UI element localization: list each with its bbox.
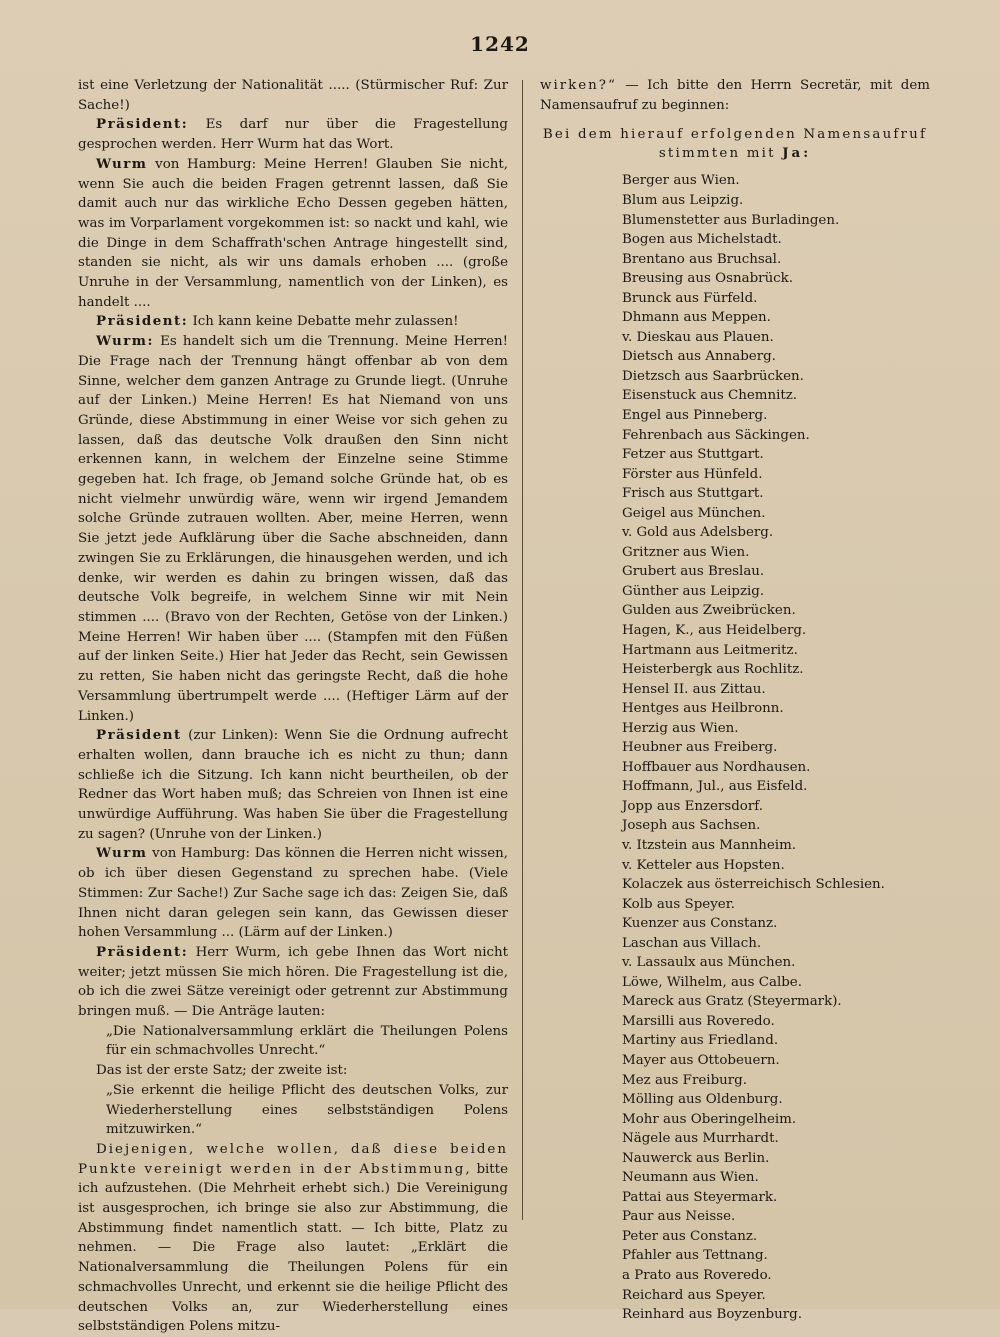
paragraph-text: Ich kann keine Debatte mehr zulassen! bbox=[188, 314, 459, 330]
vote-heading-line1: Bei dem hierauf erfolgenden Namensaufruf bbox=[542, 127, 928, 143]
paragraph-text: von Hamburg: Das können die Herren nicht wissen, ob ich über diesen Gegenstand zu sprechen habe. (Viele Stimmen: Zur Sache!) Zur Sache sage ich das: Zeigen Sie, daß Ihnen nicht daran gelegen sein kann, das Gewissen dieser hohen Versammlung ... (Lärm auf der Linken.) bbox=[78, 846, 508, 941]
speaker-name: Präsident bbox=[96, 727, 182, 744]
vote-heading-ja: Ja: bbox=[782, 145, 812, 162]
list-item: Pattai aus Steyermark. bbox=[622, 1189, 778, 1205]
list-item: Berger aus Wien. bbox=[622, 173, 740, 189]
list-item: Hartmann aus Leitmeritz. bbox=[622, 642, 798, 658]
intro-spaced: wirken?“ bbox=[540, 78, 617, 93]
paragraph-text: bitte ich aufzustehen. (Die Mehrheit erhebt sich.) Die Vereinigung ist ausgesprochen, ich bringe sie also zur Abstimmung, die Abstimmung findet namentlich statt. — Ich bitte, Platz zu nehmen. — Die Frage also lautet: „Erklärt die Nationalversammlung die Theilungen Polens für ein schmachvolles Unrecht, und erkennt sie die heilige Pflicht des deutschen Volks an, zur Wiederherstellung eines selbstständigen Polens mitzu- bbox=[78, 1161, 508, 1335]
paragraph bbox=[78, 1081, 508, 1140]
list-item: Brunck aus Fürfeld. bbox=[622, 290, 758, 306]
list-item: Günther aus Leipzig. bbox=[622, 583, 765, 599]
list-item: v. Itzstein aus Mannheim. bbox=[622, 838, 797, 853]
list-item: v. Gold aus Adelsberg. bbox=[622, 525, 774, 541]
spaced-text: Diejenigen, welche wollen, daß diese beiden Punkte vereinigt werden in der Abstimmung, bbox=[78, 1141, 508, 1177]
list-item: Paur aus Neisse. bbox=[622, 1209, 736, 1225]
paragraph bbox=[78, 76, 508, 115]
speaker-name: Wurm bbox=[96, 155, 148, 172]
speaker-name: Präsident: bbox=[96, 313, 189, 330]
list-item: Peter aus Constanz. bbox=[622, 1228, 758, 1244]
list-item: Eisenstuck aus Chemnitz. bbox=[622, 388, 798, 404]
list-item: Grubert aus Breslau. bbox=[622, 564, 765, 580]
list-item: Heubner aus Freiberg. bbox=[622, 740, 778, 756]
list-item: Marsilli aus Roveredo. bbox=[622, 1013, 775, 1029]
list-item: Kuenzer aus Constanz. bbox=[622, 916, 778, 932]
paragraph bbox=[78, 726, 508, 844]
list-item: Hentges aus Heilbronn. bbox=[622, 701, 784, 717]
speaker-name: Präsident: bbox=[96, 116, 189, 133]
column-divider bbox=[522, 80, 523, 1220]
list-item: Fetzer aus Stuttgart. bbox=[622, 447, 764, 463]
list-item: Mez aus Freiburg. bbox=[622, 1072, 748, 1088]
list-item: Breusing aus Osnabrück. bbox=[622, 271, 794, 287]
vote-heading-line2 bbox=[540, 144, 930, 163]
paragraph-text: Herr Wurm, ich gebe Ihnen das Wort nicht weiter; jetzt müssen Sie mich hören. Die Fragestellung ist die, ob ich die zwei Sätze vereinigt oder getrennt zur Abstimmung bringen muß. — Die Anträge lauten: bbox=[78, 944, 508, 1020]
list-item: Blumenstetter aus Burladingen. bbox=[622, 212, 840, 228]
list-item: Kolaczek aus österreichisch Schlesien. bbox=[622, 877, 885, 893]
intro-text: — Ich bitte den Herrn Secretär, mit dem Namensaufruf zu beginnen: bbox=[540, 78, 930, 113]
list-item: Martiny aus Friedland. bbox=[622, 1033, 779, 1049]
paragraph-text: „Die Nationalversammlung erklärt die Theilungen Polens für ein schmachvolles Unrecht.“ bbox=[106, 1023, 508, 1059]
list-item: Gulden aus Zweibrücken. bbox=[622, 603, 796, 619]
paragraph-text: „Sie erkennt die heilige Pflicht des deutschen Volks, zur Wiederherstellung eines selbstständigen Polens mitzuwirken.“ bbox=[106, 1082, 508, 1138]
list-item: Reichard aus Speyer. bbox=[622, 1287, 766, 1303]
paragraph-text: von Hamburg: Meine Herren! Glauben Sie nicht, wenn Sie auch die beiden Fragen getrennt lassen, daß Sie damit auch nur das wirkliche Echo Dessen gegeben hätten, was im Vorparlament vorgekommen ist: so nackt und kahl, wie die Dinge in dem Schaffrath'schen Antrage hingestellt sind, standen sie nicht, als wir uns damals erhoben .... (große Unruhe in der Versammlung, namentlich von der Linken), es handelt .... bbox=[78, 156, 508, 310]
list-item: Dietsch aus Annaberg. bbox=[622, 349, 776, 365]
paragraph-text: ist eine Verletzung der Nationalität ..... (Stürmischer Ruf: Zur Sache!) bbox=[78, 78, 508, 113]
list-item: Joseph aus Sachsen. bbox=[622, 818, 761, 834]
list-item: Neumann aus Wien. bbox=[622, 1170, 759, 1186]
list-item: Hensel II. aus Zittau. bbox=[622, 681, 766, 697]
list-item: Engel aus Pinneberg. bbox=[622, 407, 768, 423]
list-item: a Prato aus Roveredo. bbox=[622, 1268, 772, 1284]
list-item: Bogen aus Michelstadt. bbox=[622, 232, 782, 248]
list-item: Mölling aus Oldenburg. bbox=[622, 1092, 783, 1108]
paragraph bbox=[78, 1140, 508, 1337]
list-item: v. Ketteler aus Hopsten. bbox=[622, 857, 785, 873]
list-item: Mohr aus Oberingelheim. bbox=[622, 1111, 797, 1127]
list-item: Heisterbergk aus Rochlitz. bbox=[622, 662, 804, 678]
paragraph bbox=[78, 332, 508, 726]
speaker-name: Wurm: bbox=[96, 333, 154, 350]
roll-call-intro bbox=[540, 76, 930, 115]
list-item: Pfahler aus Tettnang. bbox=[622, 1248, 768, 1264]
list-item: Frisch aus Stuttgart. bbox=[622, 486, 764, 502]
paragraph bbox=[78, 943, 508, 1022]
paragraph bbox=[78, 155, 508, 313]
list-item: Herzig aus Wien. bbox=[622, 720, 739, 736]
paragraph bbox=[78, 1022, 508, 1061]
list-item: Nauwerck aus Berlin. bbox=[622, 1150, 770, 1166]
list-item: Reinhard aus Boyzenburg. bbox=[622, 1307, 802, 1323]
speaker-name: Präsident: bbox=[96, 943, 189, 960]
list-item: Dietzsch aus Saarbrücken. bbox=[622, 368, 804, 384]
list-item: Nägele aus Murrhardt. bbox=[622, 1131, 779, 1147]
list-item: Mayer aus Ottobeuern. bbox=[622, 1053, 780, 1069]
left-column bbox=[78, 76, 508, 1337]
speaker-name: Wurm bbox=[96, 845, 148, 862]
list-item: Förster aus Hünfeld. bbox=[622, 466, 763, 482]
paragraph-text: Das ist der erste Satz; der zweite ist: bbox=[96, 1063, 348, 1079]
paragraph bbox=[78, 1061, 508, 1081]
list-item: Hoffmann, Jul., aus Eisfeld. bbox=[622, 779, 808, 795]
right-column bbox=[540, 76, 930, 1325]
paragraph bbox=[78, 844, 508, 943]
list-item: Kolb aus Speyer. bbox=[622, 896, 735, 912]
list-item: Löwe, Wilhelm, aus Calbe. bbox=[622, 974, 802, 990]
list-item: Dhmann aus Meppen. bbox=[622, 310, 771, 326]
paragraph-text: Es handelt sich um die Trennung. Meine Herren! Die Frage nach der Trennung hängt offenbar ab von dem Sinne, welcher dem ganzen Antrage zu Grunde liegt. (Unruhe auf der Linken.) Meine Herren! Es hat Niemand von uns Gründe, diese Abstimmung in einer Weise vor sich gehen zu lassen, daß das deutsche Volk draußen den Sinn nicht erkennen kann, in welchem der Einzelne seine Stimme gegeben hat. Ich frage, ob Jemand solche Gründe hat, ob es nicht vielmehr unwürdig wäre, wenn wir irgend Jemandem solche Gründe zutrauen wollten. Aber, meine Herren, wenn Sie jetzt jede Aufklärung über die Sache abschneiden, dann zwingen Sie zu Erklärungen, die hinausgehen werden, und ich denke, wir werden es dahin zu bringen wissen, daß das deutsche Volk begreife, in welchem Sinne wir mit Nein stimmen .... (Bravo von der Rechten, Getöse von der Linken.) Meine Herren! Wir haben über .... (Stampfen mit den Füßen auf der linken Seite.) Hier hat Jeder das Recht, sein Gewissen zu retten, Sie haben nicht das geringste Recht, daß die hohe Versammlung übertrumpelt werde .... (Heftiger Lärm auf der Linken.) bbox=[78, 334, 508, 724]
list-item: v. Lassaulx aus München. bbox=[622, 955, 796, 971]
list-item: Laschan aus Villach. bbox=[622, 935, 762, 951]
list-item: Mareck aus Gratz (Steyermark). bbox=[622, 994, 842, 1010]
vote-heading bbox=[540, 125, 930, 163]
page-number: 1242 bbox=[470, 32, 530, 56]
list-item: Gritzner aus Wien. bbox=[622, 544, 750, 560]
paragraph bbox=[78, 312, 508, 332]
list-item: Brentano aus Bruchsal. bbox=[622, 251, 782, 267]
paragraph bbox=[78, 115, 508, 154]
list-item: v. Dieskau aus Plauen. bbox=[622, 329, 774, 345]
list-item: Jopp aus Enzersdorf. bbox=[622, 798, 763, 814]
vote-heading-prefix: stimmten mit bbox=[658, 146, 783, 162]
list-item: Fehrenbach aus Säckingen. bbox=[622, 427, 810, 443]
paragraph-text: Es darf nur über die Fragestellung gesprochen werden. Herr Wurm hat das Wort. bbox=[78, 117, 508, 153]
list-item: Geigel aus München. bbox=[622, 505, 766, 521]
yes-vote-list bbox=[540, 171, 930, 1324]
list-item: Hoffbauer aus Nordhausen. bbox=[622, 759, 811, 775]
paragraph-text: (zur Linken): Wenn Sie die Ordnung aufrecht erhalten wollen, dann brauche ich es nicht zu thun; dann schließe ich die Sitzung. Ich kann nicht beurtheilen, ob der Redner das Wort haben muß; das Schreien von Ihnen ist eine unwürdige Aufführung. Was haben Sie über die Fragestellung zu sagen? (Unruhe von der Linken.) bbox=[78, 728, 508, 842]
list-item: Blum aus Leipzig. bbox=[622, 192, 744, 208]
list-item: Hagen, K., aus Heidelberg. bbox=[622, 622, 807, 638]
